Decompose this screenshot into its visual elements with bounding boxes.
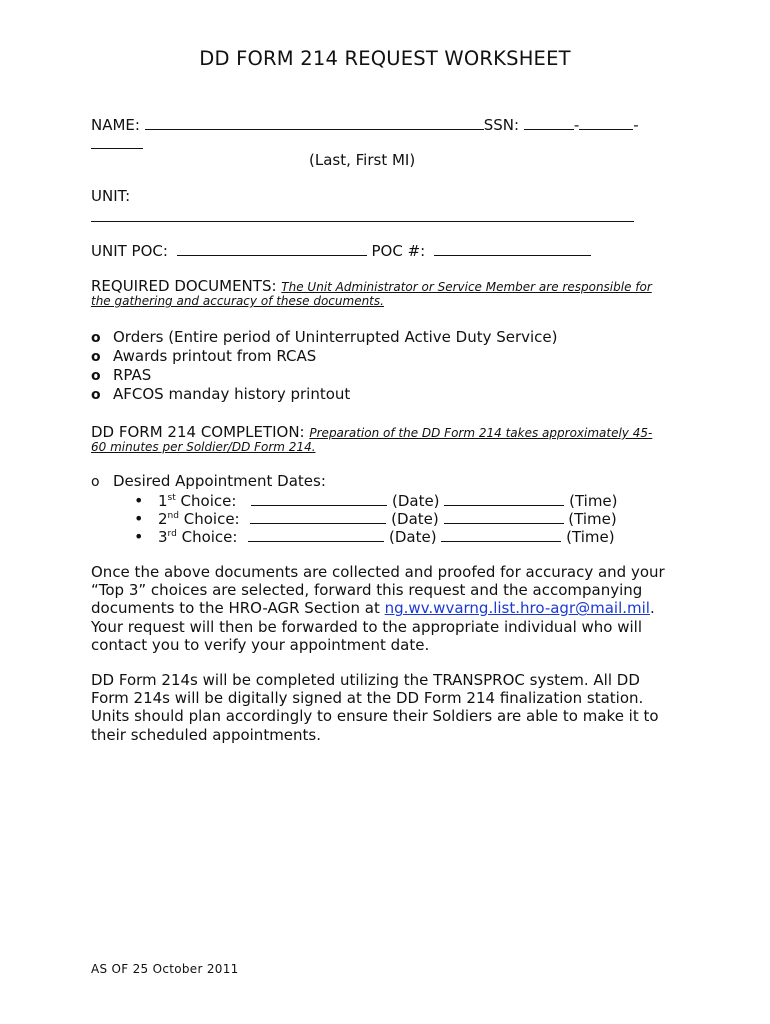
unit-field[interactable] (91, 207, 634, 222)
choice-label: Choice: (183, 510, 240, 528)
name-field[interactable] (145, 115, 484, 130)
choice-2-time-field[interactable] (444, 509, 564, 524)
ssn-dash-2: - (633, 116, 639, 134)
required-doc-afcos: AFCOS manday history printout (113, 385, 351, 403)
list-item (91, 347, 316, 365)
paragraph-line: “Top 3” choices are selected, forward this request and the accompanying (91, 581, 643, 600)
required-doc-orders: Orders (Entire period of Uninterrupted Active Duty Service) (113, 328, 558, 346)
instructions-paragraph (91, 563, 691, 654)
choice-3-time-field[interactable] (441, 527, 561, 542)
required-docs-note-1: The Unit Administrator or Service Member are responsible for (281, 280, 652, 294)
ssn-field-part3[interactable] (91, 134, 143, 149)
required-doc-rpas: RPAS (113, 366, 152, 384)
completion-heading: DD FORM 214 COMPLETION: (91, 423, 305, 441)
choice-number: 2 (158, 510, 168, 528)
list-item (91, 366, 151, 384)
choice-3-date-field[interactable] (248, 527, 384, 542)
bullet-dot-icon: • (134, 527, 144, 546)
transproc-paragraph (91, 671, 691, 744)
paragraph-line: Once the above documents are collected and proofed for accuracy and your (91, 563, 665, 581)
name-row (91, 115, 639, 134)
bullet-marker: o (91, 330, 101, 346)
desired-dates-label: Desired Appointment Dates: (113, 472, 326, 490)
hro-agr-email-link[interactable]: ng.wv.wvarng.list.hro-agr@mail.mil (384, 599, 650, 618)
bullet-marker: o (91, 387, 101, 403)
choice-1-time-field[interactable] (444, 491, 564, 506)
completion-header (91, 423, 652, 441)
name-sub-label: (Last, First MI) (309, 151, 416, 169)
completion-note-1: Preparation of the DD Form 214 takes approximately 45- (309, 426, 653, 440)
bullet-marker: o (91, 474, 100, 490)
poc-number-label: POC #: (371, 242, 426, 260)
date-label: (Date) (391, 492, 440, 510)
desired-dates-item (91, 472, 326, 490)
unit-field-wrap (91, 207, 634, 226)
list-item (91, 328, 558, 346)
time-label: (Time) (566, 528, 615, 546)
choice-2-date-field[interactable] (250, 509, 386, 524)
required-docs-heading: REQUIRED DOCUMENTS: (91, 277, 277, 295)
paragraph-line: DD Form 214s will be completed utilizing the TRANSPROC system. All DD (91, 671, 640, 689)
choice-row (134, 527, 615, 546)
ssn-dash-1: - (573, 116, 580, 134)
choice-label: Choice: (181, 528, 238, 546)
ssn-field-part1[interactable] (524, 115, 574, 130)
ssn-label: SSN: (483, 116, 520, 134)
poc-number-field[interactable] (434, 241, 591, 256)
unit-poc-field[interactable] (177, 241, 367, 256)
ssn-field-part2[interactable] (579, 115, 633, 130)
unit-poc-label: UNIT POC: (91, 242, 168, 260)
list-item (91, 385, 350, 403)
paragraph-text: documents to the HRO-AGR Section at (91, 599, 385, 618)
required-docs-note-2: the gathering and accuracy of these documents. (91, 294, 384, 308)
date-label: (Date) (389, 528, 437, 546)
paragraph-text: . (649, 599, 655, 618)
name-label: NAME: (91, 116, 140, 134)
choice-suffix: st (167, 493, 176, 503)
paragraph-line: Form 214s will be digitally signed at the DD Form 214 finalization station. (91, 689, 644, 708)
choice-1-date-field[interactable] (251, 491, 387, 506)
paragraph-line: their scheduled appointments. (91, 725, 322, 744)
completion-note-2: 60 minutes per Soldier/DD Form 214. (91, 440, 316, 454)
choice-label: Choice: (180, 492, 237, 510)
as-of-footer: AS OF 25 October 2011 (91, 962, 239, 976)
choice-number: 3 (158, 528, 168, 546)
time-label: (Time) (568, 510, 617, 528)
choice-row (134, 491, 618, 510)
choice-suffix: rd (167, 529, 177, 539)
paragraph-line: Your request will then be forwarded to the appropriate individual who will (91, 617, 642, 636)
time-label: (Time) (569, 492, 618, 510)
bullet-marker: o (91, 368, 101, 384)
choice-number: 1 (158, 492, 168, 510)
required-doc-awards: Awards printout from RCAS (113, 347, 317, 365)
ssn-row-wrap (91, 134, 143, 153)
paragraph-line: contact you to verify your appointment date. (91, 635, 430, 654)
paragraph-line: Units should plan accordingly to ensure their Soldiers are able to make it to (91, 707, 659, 726)
choice-row (134, 509, 617, 528)
paragraph-line (91, 599, 691, 617)
date-label: (Date) (391, 510, 439, 528)
page-title: DD FORM 214 REQUEST WORKSHEET (199, 47, 571, 70)
bullet-dot-icon: • (134, 491, 144, 510)
required-docs-header (91, 277, 652, 295)
bullet-dot-icon: • (134, 509, 144, 528)
poc-row (91, 241, 591, 260)
bullet-marker: o (91, 349, 101, 365)
unit-label: UNIT: (91, 187, 131, 205)
choice-suffix: nd (167, 511, 179, 521)
